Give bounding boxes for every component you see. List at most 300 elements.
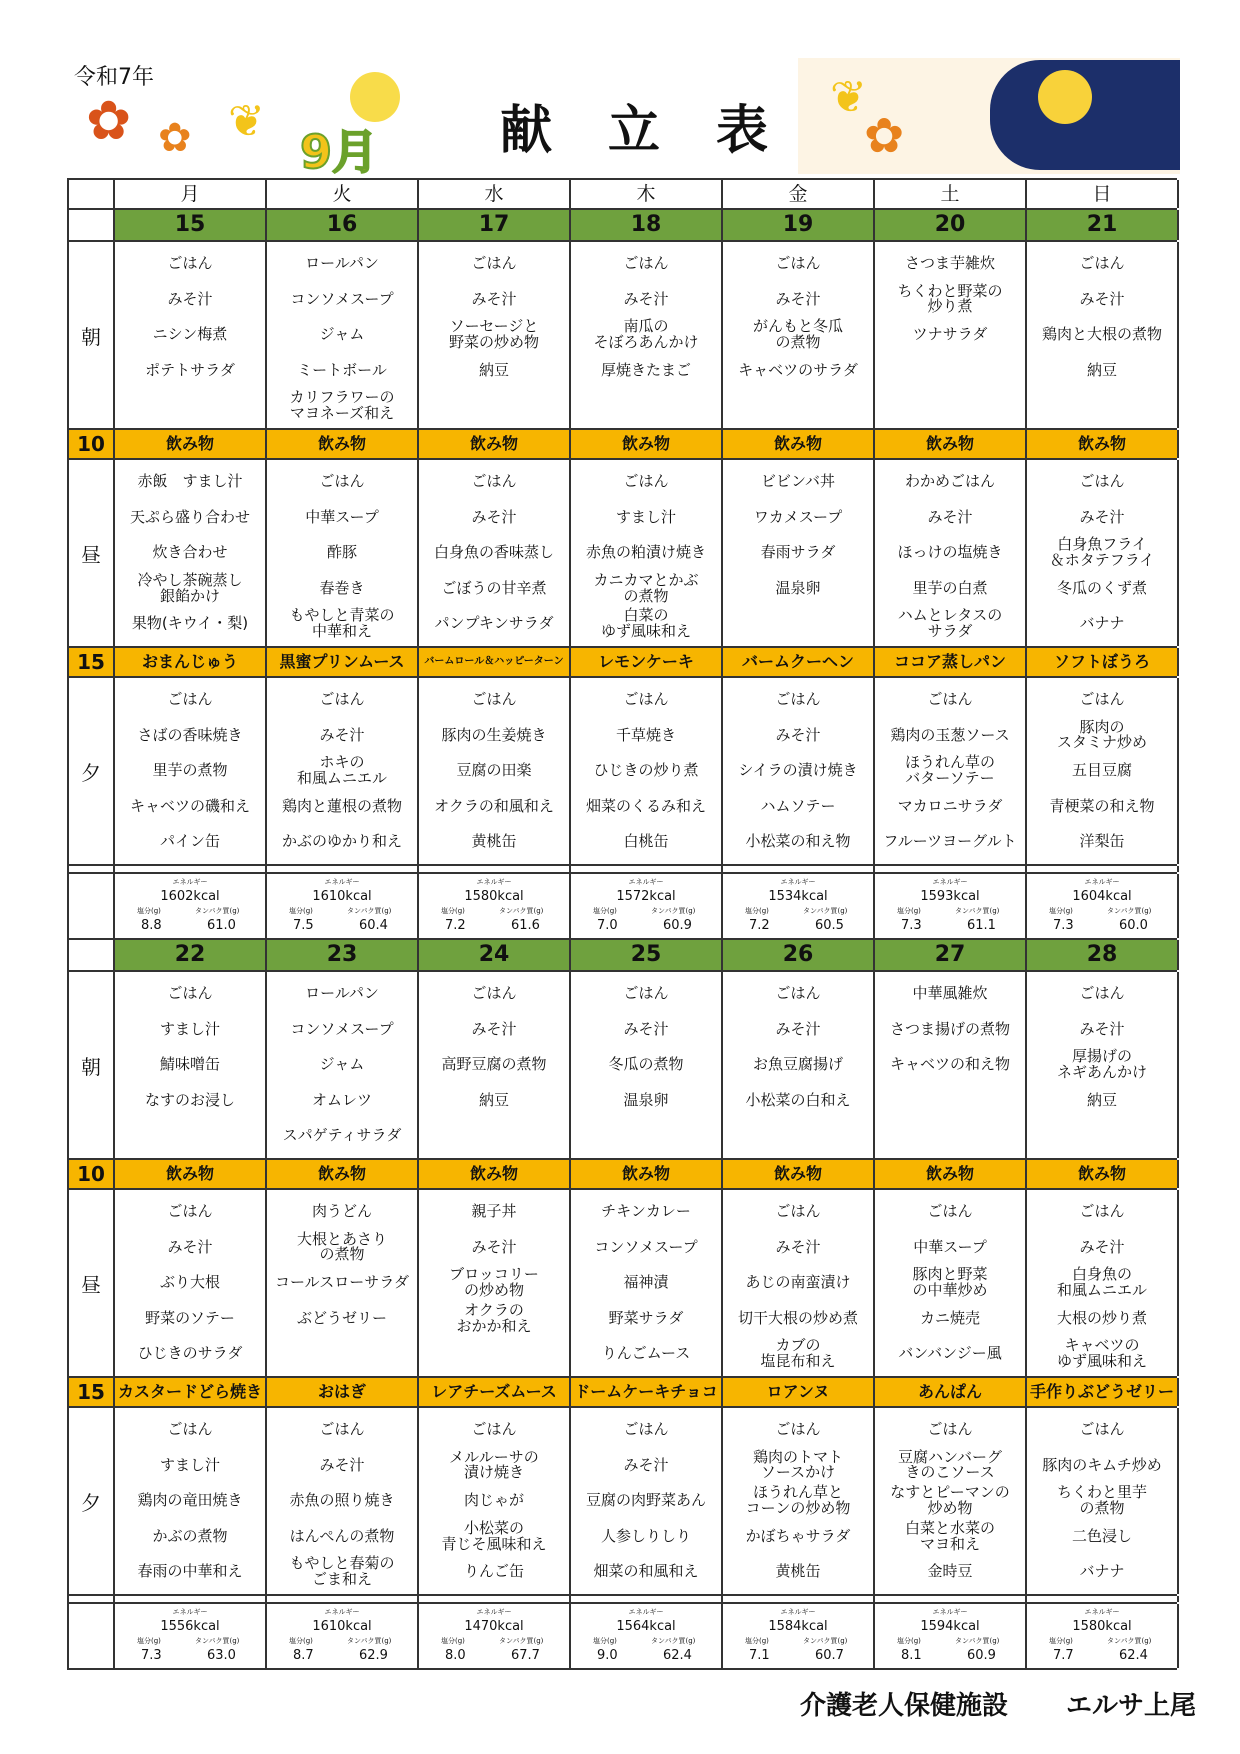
dish: 豚肉の生姜焼き <box>441 725 547 744</box>
day-breakfast <box>1027 242 1179 428</box>
snack-item: 飲み物 <box>875 430 1027 458</box>
dish: 小松菜の和え物 <box>745 832 851 851</box>
protein-value: 62.4 <box>663 1648 692 1663</box>
dish: 炊き合わせ <box>152 543 228 562</box>
dish: 冬瓜のくず煮 <box>1056 578 1147 597</box>
dish: がんもと冬瓜 の煮物 <box>752 317 843 351</box>
dish: 赤魚の粕漬け焼き <box>585 543 706 562</box>
protein-label: タンパク質(g) <box>955 1637 1000 1645</box>
protein-value: 60.4 <box>359 918 388 933</box>
dish: ごはん <box>1079 983 1125 1002</box>
protein-label: タンパク質(g) <box>347 907 392 915</box>
protein-value: 60.0 <box>1119 918 1148 933</box>
protein-label: タンパク質(g) <box>651 907 696 915</box>
salt-label: 塩分(g) <box>593 907 617 915</box>
snack-item: 飲み物 <box>115 1160 267 1188</box>
dish: 里芋の白煮 <box>912 578 988 597</box>
weekday-header: 金 <box>723 180 875 208</box>
dish: 福神漬 <box>623 1273 669 1292</box>
protein-value: 60.9 <box>663 918 692 933</box>
dish: ごはん <box>1079 1419 1125 1438</box>
dish: ごはん <box>927 1201 973 1220</box>
energy-label: エネルギー <box>780 1608 816 1616</box>
day-breakfast <box>419 242 571 428</box>
dish: 納豆 <box>478 1090 509 1109</box>
dish: 豆腐の肉野菜あん <box>585 1491 706 1510</box>
dish <box>723 606 873 642</box>
dish: シイラの漬け焼き <box>738 761 858 780</box>
dish: みそ汁 <box>319 1455 365 1474</box>
moon-night-illustration <box>990 60 1180 170</box>
protein-value: 60.7 <box>815 1648 844 1663</box>
nutrition-cell <box>1027 1604 1179 1668</box>
date-cell: 26 <box>723 940 875 970</box>
empty-cell <box>69 210 115 240</box>
dish: ごはん <box>319 689 365 708</box>
dish: キャベツの ゆず風味和え <box>1056 1336 1147 1371</box>
dish: 豆腐の田楽 <box>456 761 532 780</box>
protein-label: タンパク質(g) <box>347 1637 392 1645</box>
dish <box>875 353 1025 389</box>
date-cell: 28 <box>1027 940 1179 970</box>
salt-value: 7.7 <box>1053 1648 1074 1663</box>
day-dinner <box>1027 678 1179 864</box>
dish: みそ汁 <box>775 1237 821 1256</box>
dish: 里芋の煮物 <box>152 761 228 780</box>
dish: ひじきのサラダ <box>137 1344 243 1363</box>
dish: りんごムース <box>601 1344 691 1363</box>
dish <box>419 1336 569 1372</box>
dish: あじの南蛮漬け <box>745 1273 851 1292</box>
salt-label: 塩分(g) <box>897 1637 921 1645</box>
dish: キャベツのサラダ <box>738 360 858 379</box>
dish: なすのお浸し <box>144 1090 235 1109</box>
nutrition-cell <box>419 1604 571 1668</box>
dish: ごはん <box>927 689 973 708</box>
dish: バンバンジー風 <box>898 1344 1002 1363</box>
snack-item: あんぱん <box>875 1378 1027 1406</box>
protein-value: 63.0 <box>207 1648 236 1663</box>
dish: はんぺんの煮物 <box>289 1526 395 1545</box>
nutrition-cell <box>267 1604 419 1668</box>
salt-label: 塩分(g) <box>897 907 921 915</box>
dish: 納豆 <box>478 360 509 379</box>
dish: ごはん <box>167 1419 213 1438</box>
weekday-header: 水 <box>419 180 571 208</box>
day-breakfast <box>115 972 267 1158</box>
dish: ごはん <box>319 471 365 490</box>
dish: 洋梨缶 <box>1079 832 1125 851</box>
date-cell: 20 <box>875 210 1027 240</box>
energy-label: エネルギー <box>628 878 664 886</box>
day-dinner <box>571 1408 723 1594</box>
dish: ごはん <box>1079 471 1125 490</box>
dish: もやしと青菜の 中華和え <box>289 606 395 641</box>
dish: 春雨の中華和え <box>137 1562 243 1581</box>
dish: 赤魚の照り焼き <box>289 1491 395 1510</box>
ginkgo-leaf-icon: ❦ <box>830 72 867 123</box>
dish: ごはん <box>623 983 669 1002</box>
dish: かぶのゆかり和え <box>281 832 402 851</box>
weekday-header: 日 <box>1027 180 1179 208</box>
salt-value: 8.8 <box>141 918 162 933</box>
dish <box>723 1118 873 1154</box>
maple-leaf-icon: ✿ <box>86 89 132 152</box>
dish: ごはん <box>775 253 821 272</box>
snack-item: 飲み物 <box>1027 430 1179 458</box>
protein-label: タンパク質(g) <box>499 907 544 915</box>
dish: ごはん <box>471 471 517 490</box>
dish: みそ汁 <box>319 725 365 744</box>
dish: 金時豆 <box>927 1562 973 1581</box>
dish: 温泉卵 <box>775 578 821 597</box>
dish <box>723 388 873 424</box>
dish: 五目豆腐 <box>1071 761 1132 780</box>
energy-value: 1610kcal <box>312 889 372 904</box>
protein-label: タンパク質(g) <box>1107 1637 1152 1645</box>
dish <box>115 1118 265 1154</box>
protein-value: 60.9 <box>967 1648 996 1663</box>
dish: コールスローサラダ <box>274 1273 410 1292</box>
dish: みそ汁 <box>167 1237 213 1256</box>
dish: ごはん <box>167 689 213 708</box>
date-cell: 22 <box>115 940 267 970</box>
day-lunch <box>571 460 723 646</box>
nutrition-cell <box>267 874 419 938</box>
dish: 親子丼 <box>471 1201 517 1220</box>
day-dinner <box>115 678 267 864</box>
energy-label: エネルギー <box>476 878 512 886</box>
empty-cell <box>69 874 115 938</box>
snack-item: ロアンヌ <box>723 1378 875 1406</box>
day-dinner <box>571 678 723 864</box>
moon-icon <box>350 72 400 122</box>
dish: ポテトサラダ <box>145 360 235 379</box>
dish: ごぼうの甘辛煮 <box>441 578 547 597</box>
dish: さばの香味焼き <box>137 725 243 744</box>
spacer <box>875 1596 1027 1602</box>
dish: ごはん <box>775 689 821 708</box>
energy-value: 1602kcal <box>160 889 220 904</box>
energy-label: エネルギー <box>780 878 816 886</box>
dish: メルルーサの 漬け焼き <box>449 1447 539 1482</box>
month-label: 9月 <box>300 125 379 179</box>
dish: ごはん <box>775 1419 821 1438</box>
day-lunch <box>875 460 1027 646</box>
snack-item: 飲み物 <box>571 1160 723 1188</box>
energy-label: エネルギー <box>932 1608 968 1616</box>
dish: ごはん <box>471 1419 517 1438</box>
date-cell: 18 <box>571 210 723 240</box>
dish <box>419 388 569 424</box>
dish: オクラの おかか和え <box>456 1300 532 1335</box>
salt-label: 塩分(g) <box>1049 907 1073 915</box>
dish: 鶏肉のトマト ソースかけ <box>752 1447 843 1482</box>
dish: ほっけの塩焼き <box>897 543 1003 562</box>
protein-value: 62.9 <box>359 1648 388 1663</box>
date-cell: 17 <box>419 210 571 240</box>
dish <box>875 1083 1025 1119</box>
nutrition-cell <box>571 874 723 938</box>
spacer <box>419 1596 571 1602</box>
salt-label: 塩分(g) <box>137 1637 161 1645</box>
snack-item: 飲み物 <box>419 430 571 458</box>
spacer <box>267 866 419 872</box>
salt-label: 塩分(g) <box>441 1637 465 1645</box>
dish: ごはん <box>167 1201 213 1220</box>
protein-value: 61.1 <box>967 918 996 933</box>
day-lunch <box>1027 1190 1179 1376</box>
spacer <box>723 1596 875 1602</box>
salt-label: 塩分(g) <box>593 1637 617 1645</box>
dish: ぶり大根 <box>159 1273 220 1292</box>
dish: ごはん <box>775 1201 821 1220</box>
snack-item: 手作りぶどうゼリー <box>1027 1378 1179 1406</box>
weekday-header: 土 <box>875 180 1027 208</box>
dish: わかめごはん <box>904 471 995 490</box>
dish: かぼちゃサラダ <box>745 1526 851 1545</box>
dish: ちくわと里芋 の煮物 <box>1056 1483 1147 1517</box>
dish: 厚焼きたまご <box>600 360 691 379</box>
energy-label: エネルギー <box>476 1608 512 1616</box>
dish: ハムソテー <box>760 796 836 815</box>
snack-item: 飲み物 <box>571 430 723 458</box>
dish: 中華スープ <box>305 507 379 526</box>
dish: みそ汁 <box>623 289 669 308</box>
day-breakfast <box>419 972 571 1158</box>
protein-label: タンパク質(g) <box>803 1637 848 1645</box>
nutrition-cell <box>1027 874 1179 938</box>
dish: なすとピーマンの 炒め物 <box>890 1483 1010 1517</box>
dish: 鶏肉と大根の煮物 <box>1041 325 1162 344</box>
dish <box>1027 1118 1177 1154</box>
energy-value: 1572kcal <box>616 889 676 904</box>
day-breakfast <box>1027 972 1179 1158</box>
snack-item: ドームケーキチョコ <box>571 1378 723 1406</box>
dish <box>1027 388 1177 424</box>
day-dinner <box>419 1408 571 1594</box>
snack-item: おはぎ <box>267 1378 419 1406</box>
dish: カリフラワーの マヨネーズ和え <box>289 388 395 423</box>
dish: ひじきの炒り煮 <box>593 761 699 780</box>
date-cell: 25 <box>571 940 723 970</box>
snack-item: レモンケーキ <box>571 648 723 676</box>
dish: みそ汁 <box>167 289 213 308</box>
dish: 果物(キウイ・梨) <box>131 614 249 633</box>
dish <box>115 388 265 424</box>
day-dinner <box>267 678 419 864</box>
menu-table <box>67 178 1177 1670</box>
day-dinner <box>723 1408 875 1594</box>
energy-value: 1584kcal <box>768 1619 828 1634</box>
salt-value: 7.5 <box>293 918 314 933</box>
dish: パイン缶 <box>159 832 220 851</box>
energy-value: 1610kcal <box>312 1619 372 1634</box>
nutrition-cell <box>723 1604 875 1668</box>
dish: かぶの煮物 <box>152 1526 228 1545</box>
dish: 南瓜の そぼろあんかけ <box>593 317 699 351</box>
dish: 白身魚の 和風ムニエル <box>1056 1265 1147 1299</box>
dish <box>571 1118 721 1154</box>
dish: 切干大根の炒め煮 <box>737 1308 858 1327</box>
dish: ごはん <box>167 983 213 1002</box>
protein-value: 62.4 <box>1119 1648 1148 1663</box>
energy-value: 1470kcal <box>464 1619 524 1634</box>
nutrition-cell <box>419 874 571 938</box>
protein-label: タンパク質(g) <box>195 907 240 915</box>
date-cell: 27 <box>875 940 1027 970</box>
salt-value: 8.7 <box>293 1648 314 1663</box>
date-cell: 24 <box>419 940 571 970</box>
corner-cell <box>69 180 115 208</box>
salt-value: 7.0 <box>597 918 618 933</box>
snack-item: 飲み物 <box>723 430 875 458</box>
dish: 白桃缶 <box>623 832 669 851</box>
dish: 納豆 <box>1086 360 1117 379</box>
energy-value: 1564kcal <box>616 1619 676 1634</box>
dish: 大根とあさり の煮物 <box>296 1229 387 1264</box>
snack-item: カスタードどら焼き <box>115 1378 267 1406</box>
energy-label: エネルギー <box>324 878 360 886</box>
meal-label-lunch: 昼 <box>69 1190 115 1376</box>
salt-value: 7.3 <box>141 1648 162 1663</box>
maple-leaf-icon: ✿ <box>864 108 905 164</box>
dish: ごはん <box>1079 253 1125 272</box>
salt-value: 9.0 <box>597 1648 618 1663</box>
day-breakfast <box>115 242 267 428</box>
snack-item: 黒蜜プリンムース <box>267 648 419 676</box>
nutrition-cell <box>723 874 875 938</box>
meal-label-breakfast: 朝 <box>69 242 115 428</box>
dish: みそ汁 <box>1079 1019 1125 1038</box>
ginkgo-leaf-icon: ❦ <box>228 96 265 147</box>
dish: 鶏肉の竜田焼き <box>137 1491 243 1510</box>
day-dinner <box>723 678 875 864</box>
salt-label: 塩分(g) <box>289 907 313 915</box>
dish: 豆腐ハンバーグ きのこソース <box>898 1447 1002 1482</box>
salt-value: 7.2 <box>445 918 466 933</box>
day-breakfast <box>571 972 723 1158</box>
day-lunch <box>419 460 571 646</box>
meal-label-dinner: 夕 <box>69 1408 115 1594</box>
dish: ブロッコリー の炒め物 <box>449 1265 539 1299</box>
dish: ホキの 和風ムニエル <box>296 753 387 787</box>
dish: みそ汁 <box>927 507 973 526</box>
dish: みそ汁 <box>775 289 821 308</box>
spacer <box>419 866 571 872</box>
dish: ごはん <box>1079 1201 1125 1220</box>
nutrition-cell <box>115 874 267 938</box>
snack-item: 飲み物 <box>1027 1160 1179 1188</box>
dish: 春巻き <box>319 578 365 597</box>
salt-label: 塩分(g) <box>137 907 161 915</box>
dish: 豚肉のキムチ炒め <box>1042 1455 1162 1474</box>
dish: 厚揚げの ネギあんかけ <box>1056 1047 1147 1081</box>
dish: ごはん <box>167 253 213 272</box>
day-dinner <box>267 1408 419 1594</box>
dish: ごはん <box>927 1419 973 1438</box>
energy-label: エネルギー <box>172 1608 208 1616</box>
snack-item: レアチーズムース <box>419 1378 571 1406</box>
dish: 納豆 <box>1086 1090 1117 1109</box>
dish: 大根の炒り煮 <box>1056 1308 1147 1327</box>
dish: お魚豆腐揚げ <box>752 1055 843 1074</box>
snack-item: 飲み物 <box>419 1160 571 1188</box>
snack-item: ココア蒸しパン <box>875 648 1027 676</box>
dish: カニカマとかぶ の煮物 <box>593 570 699 605</box>
dish: みそ汁 <box>471 507 517 526</box>
dish: 白身魚フライ ＆ホタテフライ <box>1049 535 1155 569</box>
snack-item: 飲み物 <box>267 430 419 458</box>
day-dinner <box>419 678 571 864</box>
dish: 畑菜の和風和え <box>593 1562 699 1581</box>
day-dinner <box>875 1408 1027 1594</box>
energy-value: 1604kcal <box>1072 889 1132 904</box>
snack-item: バームロール＆ハッピーターン <box>419 648 571 676</box>
weekday-header: 木 <box>571 180 723 208</box>
spacer <box>1027 866 1179 872</box>
protein-label: タンパク質(g) <box>499 1637 544 1645</box>
weekday-header: 月 <box>115 180 267 208</box>
spacer <box>115 1596 267 1602</box>
day-lunch <box>115 460 267 646</box>
energy-label: エネルギー <box>1084 878 1120 886</box>
meal-label-lunch: 昼 <box>69 460 115 646</box>
day-lunch <box>875 1190 1027 1376</box>
dish: ほうれん草の バターソテー <box>904 753 995 787</box>
day-lunch <box>571 1190 723 1376</box>
dish: ビビンバ丼 <box>761 471 835 490</box>
nutrition-cell <box>875 1604 1027 1668</box>
dish: ツナサラダ <box>912 325 988 344</box>
dish: みそ汁 <box>623 1455 669 1474</box>
dish: 冷やし茶碗蒸し 銀餡かけ <box>137 570 243 605</box>
energy-value: 1593kcal <box>920 889 980 904</box>
day-lunch <box>419 1190 571 1376</box>
protein-value: 67.7 <box>511 1648 540 1663</box>
dish: 白菜と水菜の マヨ和え <box>904 1518 995 1553</box>
date-cell: 21 <box>1027 210 1179 240</box>
dish: ソーセージと 野菜の炒め物 <box>448 317 539 351</box>
day-lunch <box>1027 460 1179 646</box>
snack-label-snack15: 15 <box>69 648 115 676</box>
dish: 冬瓜の煮物 <box>608 1055 684 1074</box>
dish: 黄桃缶 <box>471 832 517 851</box>
dish: 白菜の ゆず風味和え <box>600 606 691 641</box>
dish: ぶどうゼリー <box>296 1308 387 1327</box>
energy-value: 1580kcal <box>1072 1619 1132 1634</box>
dish: 豚肉と野菜 の中華炒め <box>912 1265 988 1299</box>
dish: みそ汁 <box>471 1019 517 1038</box>
dish: ちくわと野菜の 炒り煮 <box>897 281 1003 316</box>
dish: みそ汁 <box>471 289 517 308</box>
protein-label: タンパク質(g) <box>651 1637 696 1645</box>
day-dinner <box>875 678 1027 864</box>
nutrition-cell <box>875 874 1027 938</box>
dish: 高野豆腐の煮物 <box>441 1055 547 1074</box>
day-dinner <box>1027 1408 1179 1594</box>
dish: フルーツヨーグルト <box>883 832 1017 851</box>
energy-value: 1556kcal <box>160 1619 220 1634</box>
maple-leaf-icon: ✿ <box>158 115 192 161</box>
dish: 小松菜の白和え <box>745 1090 851 1109</box>
dish <box>267 1336 417 1372</box>
dish: キャベツの磯和え <box>129 796 250 815</box>
snack-item: バームクーヘン <box>723 648 875 676</box>
day-dinner <box>115 1408 267 1594</box>
dish: カニ焼売 <box>919 1308 980 1327</box>
dish: ごはん <box>623 471 669 490</box>
